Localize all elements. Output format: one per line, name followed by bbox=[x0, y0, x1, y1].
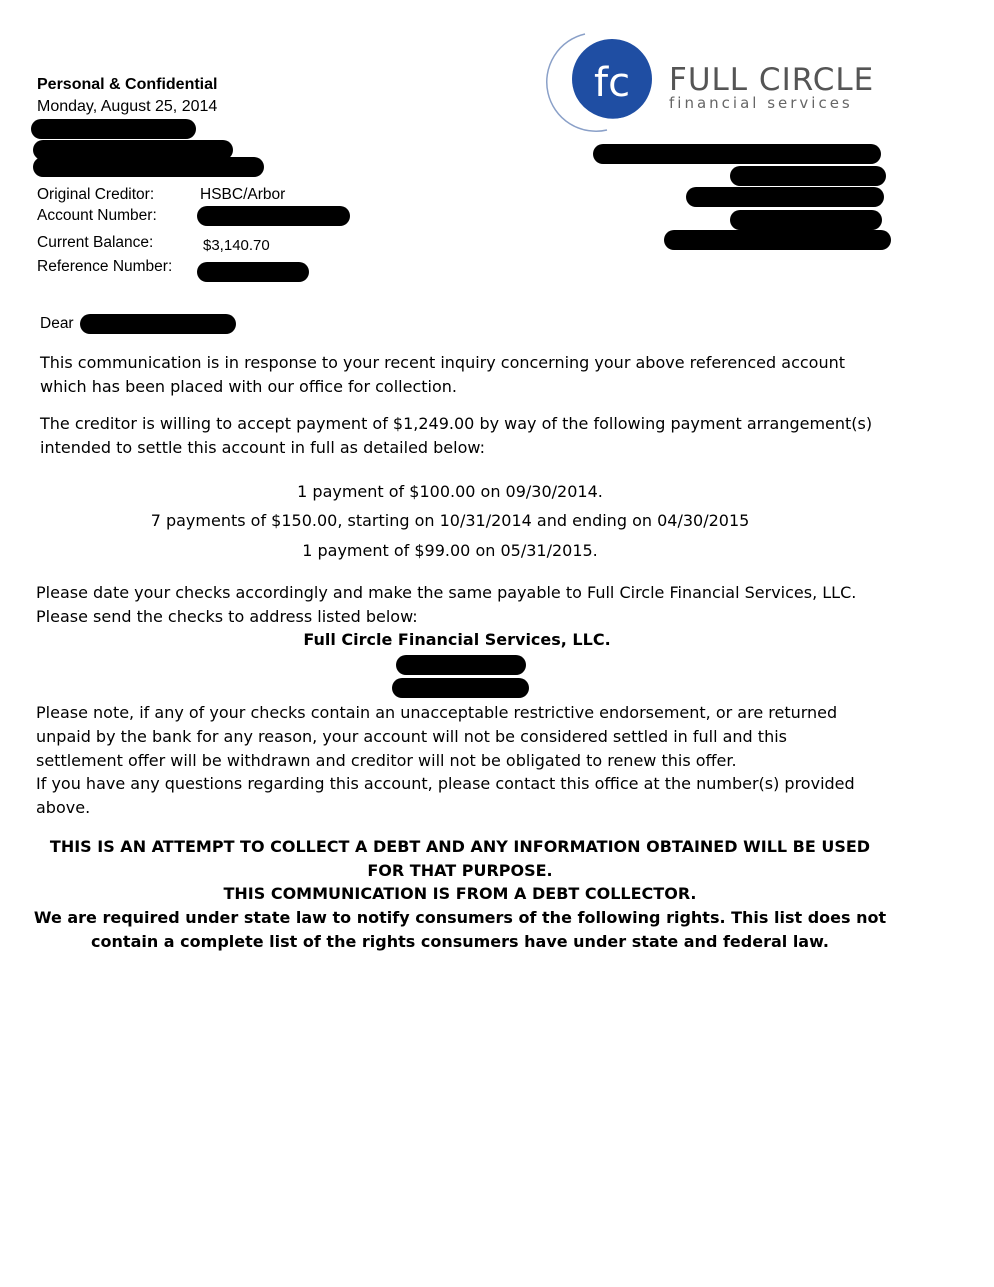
current-balance-value: $3,140.70 bbox=[203, 237, 270, 254]
original-creditor-value: HSBC/Arbor bbox=[200, 186, 286, 203]
logo-tagline: financial services bbox=[669, 94, 853, 112]
logo-name: FULL CIRCLE bbox=[669, 62, 875, 98]
redacted-addressee-line-1 bbox=[31, 119, 196, 139]
redacted-remit-address-1 bbox=[396, 655, 526, 675]
endorsement-note: Please note, if any of your checks contain an unacceptable restrictive endorsement, or are returned unpaid by the bank for any reason, your account will not be considered settled in full and this settlement offer will be withdrawn and creditor will not be obligated to renew this offer. bbox=[36, 703, 838, 770]
payment-line-2: 7 payments of $150.00, starting on 10/31/2014 and ending on 04/30/2015 bbox=[150, 511, 750, 530]
redacted-reference-number bbox=[197, 262, 309, 282]
company-logo bbox=[545, 28, 875, 134]
redacted-company-address-5 bbox=[664, 230, 891, 250]
state-rights-notice: We are required under state law to notify consumers of the following rights. This list does not contain a complete list of the rights consumers have under state and federal law. bbox=[33, 908, 887, 951]
payment-line-1: 1 payment of $100.00 on 09/30/2014. bbox=[297, 482, 603, 501]
send-instruction: Please send the checks to address listed below: bbox=[36, 607, 418, 626]
letter-date: Monday, August 25, 2014 bbox=[37, 98, 218, 115]
account-number-label: Account Number: bbox=[37, 207, 157, 224]
redacted-addressee-line-3 bbox=[33, 157, 264, 177]
questions-note: If you have any questions regarding this account, please contact this office at the number(s) provided above. bbox=[36, 774, 855, 817]
current-balance-label: Current Balance: bbox=[37, 234, 154, 251]
intro-paragraph: This communication is in response to your recent inquiry concerning your above referenced account which has been placed with our office for collection. bbox=[40, 353, 846, 396]
logo-monogram: fc bbox=[594, 60, 631, 106]
redacted-company-address-2 bbox=[730, 166, 886, 186]
redacted-account-number bbox=[197, 206, 350, 226]
debt-collection-disclosure: THIS IS AN ATTEMPT TO COLLECT A DEBT AND ANY INFORMATION OBTAINED WILL BE USED FOR THAT PURPOSE. bbox=[49, 837, 871, 880]
redacted-company-address-1 bbox=[593, 144, 881, 164]
reference-number-label: Reference Number: bbox=[37, 258, 173, 275]
offer-paragraph: The creditor is willing to accept payment of $1,249.00 by way of the following payment arrangement(s) intended to settle this account in full as detailed below: bbox=[40, 414, 873, 457]
confidential-label: Personal & Confidential bbox=[37, 76, 218, 93]
payment-line-3: 1 payment of $99.00 on 05/31/2015. bbox=[302, 541, 598, 560]
original-creditor-label: Original Creditor: bbox=[37, 186, 155, 203]
salutation: Dear bbox=[40, 315, 74, 332]
redacted-company-address-3 bbox=[686, 187, 884, 207]
redacted-recipient-name bbox=[80, 314, 236, 334]
debt-collector-notice: THIS COMMUNICATION IS FROM A DEBT COLLECTOR. bbox=[223, 884, 697, 903]
payable-instruction: Please date your checks accordingly and make the same payable to Full Circle Financial Services, LLC. bbox=[36, 583, 857, 602]
redacted-company-address-4 bbox=[730, 210, 882, 230]
redacted-remit-address-2 bbox=[392, 678, 529, 698]
payee-name: Full Circle Financial Services, LLC. bbox=[303, 630, 611, 649]
fc-circle-icon bbox=[545, 28, 657, 134]
